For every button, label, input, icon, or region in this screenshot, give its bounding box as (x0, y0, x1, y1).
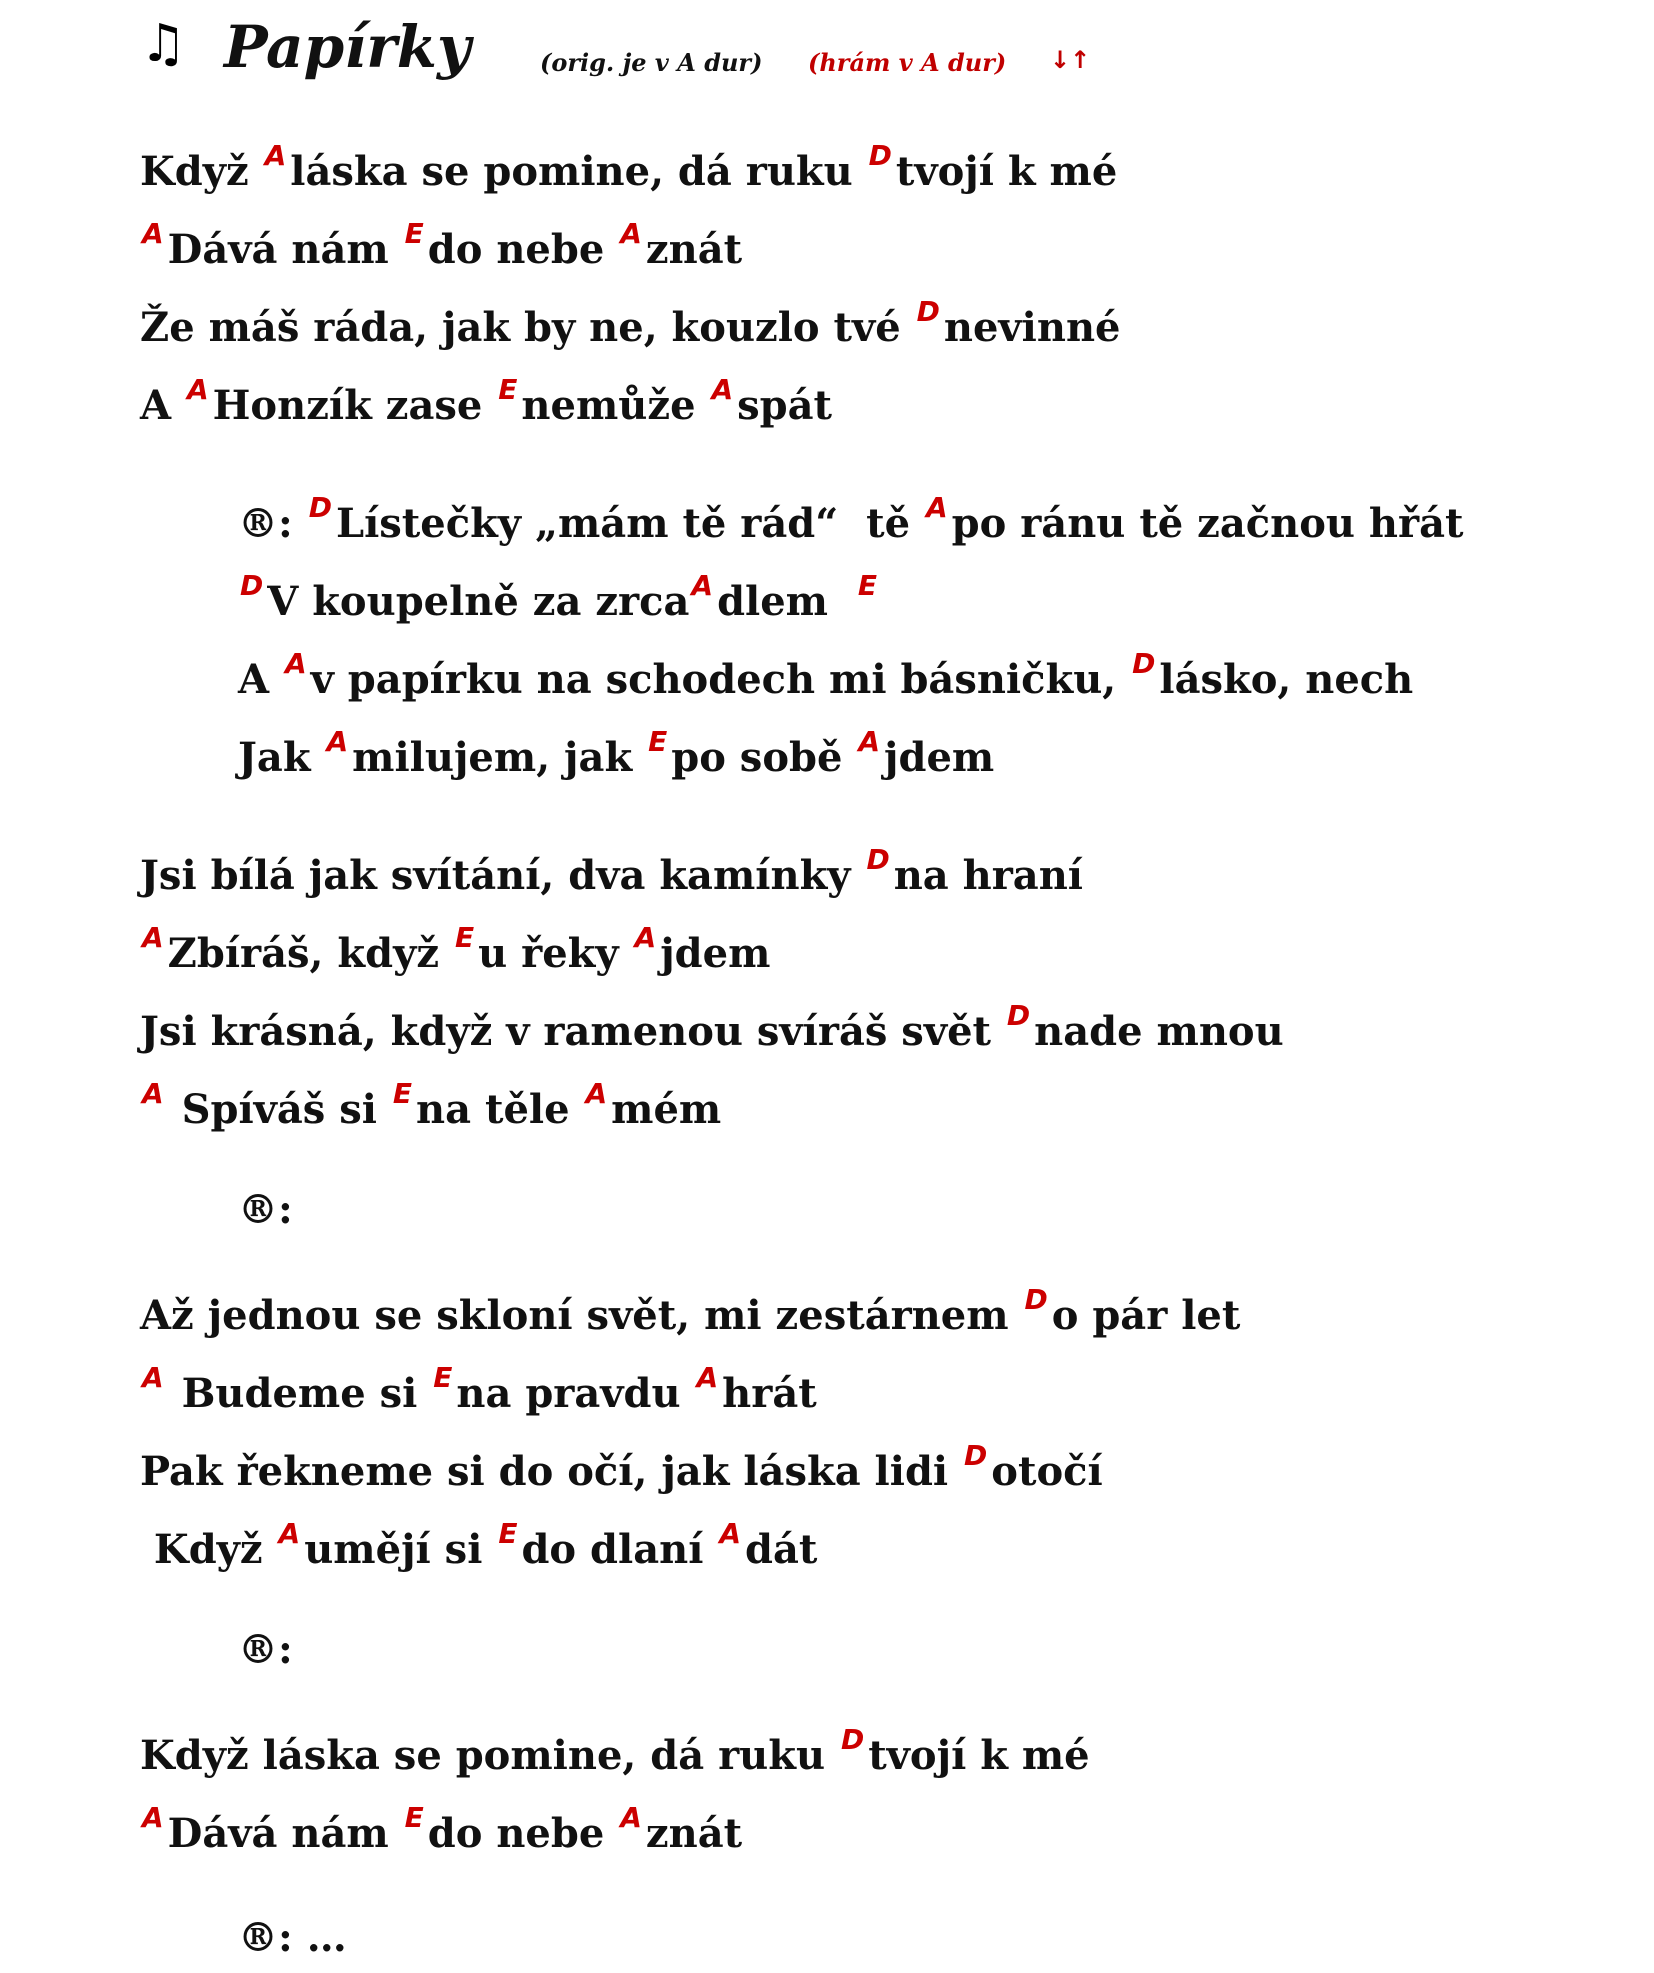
chord-E: E (648, 725, 668, 758)
lyric-text: Spíváš si (167, 1086, 391, 1133)
lyric-text: tvojí k mé (895, 148, 1118, 195)
lyric-text: znát (645, 1810, 743, 1857)
lyric-text: mém (611, 1086, 722, 1133)
chord-A: A (585, 1077, 608, 1110)
song-header (140, 12, 1540, 102)
lyric-text: umějí si (304, 1526, 497, 1573)
lyric-text: A (140, 382, 185, 429)
chord-D: D (964, 1439, 988, 1472)
chord-D: D (308, 491, 332, 524)
chord-A: A (691, 569, 714, 602)
lyric-line (238, 491, 1464, 547)
lyric-text: Až jednou se skloní svět, mi zestárnem (140, 1292, 1023, 1339)
lyric-text: Když láska se pomine, dá ruku (140, 1732, 839, 1779)
lyric-line (140, 843, 1083, 899)
lyric-text: ®: … (238, 1914, 347, 1961)
lyric-text: A (238, 656, 283, 703)
lyric-text: Že máš ráda, jak by ne, kouzlo tvé (140, 304, 915, 351)
lyric-text: milujem, jak (352, 734, 647, 781)
lyric-text: ®: (238, 1626, 293, 1673)
chord-A: A (620, 217, 642, 250)
chord-E: E (857, 569, 877, 602)
lyric-text: Když (140, 1526, 277, 1573)
chord-E: E (392, 1077, 413, 1110)
lyric-line (140, 999, 1284, 1055)
chord-D: D (866, 843, 890, 876)
lyric-line (140, 1077, 722, 1133)
lyric-text: dát (744, 1526, 818, 1573)
play-key-note: (hrám v A dur) (808, 48, 1007, 77)
lyric-line (238, 1914, 347, 1961)
lyric-text: V koupelně za zrca (267, 578, 690, 625)
lyric-line (140, 1723, 1090, 1779)
lyric-text: jdem (884, 734, 995, 781)
chord-E: E (433, 1361, 453, 1394)
chord-A: A (696, 1361, 719, 1394)
lyric-text: hrát (722, 1370, 817, 1417)
lyric-text: Jak (238, 734, 325, 781)
lyric-text: nade mnou (1034, 1008, 1284, 1055)
chord-A: A (278, 1517, 301, 1550)
lyric-text: v papírku na schodech mi básničku, (310, 656, 1131, 703)
lyric-text: do nebe (427, 226, 619, 273)
lyric-line (140, 921, 771, 977)
lyric-text: do dlaní (521, 1526, 718, 1573)
chord-D: D (240, 569, 264, 602)
lyric-text: u řeky (478, 930, 633, 977)
lyric-line (140, 139, 1118, 195)
lyric-text: Budeme si (167, 1370, 432, 1417)
lyric-text: otočí (991, 1448, 1103, 1495)
lyric-text: Dává nám (167, 1810, 403, 1857)
chord-E: E (454, 921, 475, 954)
chord-E: E (498, 1517, 518, 1550)
lyric-text: na těle (416, 1086, 584, 1133)
lyric-line (238, 1186, 293, 1233)
chord-A: A (634, 921, 657, 954)
chord-A: A (858, 725, 881, 758)
lyric-text: nevinné (943, 304, 1121, 351)
chord-E: E (498, 373, 518, 406)
chord-D: D (1006, 999, 1031, 1032)
chord-A: A (142, 217, 164, 250)
chord-E: E (404, 1801, 424, 1834)
lyric-text: ®: (238, 1186, 293, 1233)
lyric-text: Honzík zase (212, 382, 497, 429)
chord-A: A (719, 1517, 741, 1550)
lyric-line (140, 295, 1121, 351)
lyric-text: ®: (238, 500, 307, 547)
chord-A: A (620, 1801, 642, 1834)
lyric-line (140, 1361, 817, 1417)
lyric-text: znát (645, 226, 743, 273)
lyric-line (140, 217, 743, 273)
lyric-line (238, 1626, 293, 1673)
chord-D: D (840, 1723, 865, 1756)
chord-A: A (925, 491, 948, 524)
chord-D: D (1024, 1283, 1048, 1316)
lyric-line (140, 1801, 743, 1857)
lyric-text: nemůže (521, 382, 710, 429)
chord-A: A (326, 725, 349, 758)
transpose-arrows-icon[interactable]: ↓↑ (1050, 46, 1091, 74)
lyric-text: lásko, nech (1159, 656, 1414, 703)
chord-A: A (142, 1801, 164, 1834)
chord-A: A (264, 139, 287, 172)
chord-D: D (1132, 647, 1156, 680)
lyric-text: na pravdu (456, 1370, 695, 1417)
lyric-text: Když (140, 148, 263, 195)
lyric-text: dlem (717, 578, 856, 625)
lyric-line (238, 569, 881, 625)
chord-E: E (404, 217, 424, 250)
chord-A: A (142, 1077, 164, 1110)
chord-A: A (186, 373, 209, 406)
lyric-line (140, 1439, 1103, 1495)
lyric-text: po ránu tě začnou hřát (951, 500, 1464, 547)
lyric-text: po sobě (671, 734, 857, 781)
lyric-text: Dává nám (167, 226, 403, 273)
lyric-text: Jsi krásná, když v ramenou svíráš svět (140, 1008, 1005, 1055)
lyric-line (238, 647, 1414, 703)
lyric-text: láska se pomine, dá ruku (290, 148, 867, 195)
lyric-text: o pár let (1051, 1292, 1241, 1339)
song-title: Papírky (224, 13, 471, 81)
lyric-line (140, 373, 833, 429)
chord-A: A (142, 1361, 164, 1394)
lyric-text: na hraní (893, 852, 1083, 899)
lyric-line (140, 1283, 1241, 1339)
chord-D: D (868, 139, 892, 172)
lyric-text: spát (737, 382, 833, 429)
lyric-text: Zbíráš, když (167, 930, 453, 977)
lyric-text: Lístečky „mám tě rád“ tě (335, 500, 924, 547)
original-key-note: (orig. je v A dur) (540, 48, 763, 77)
lyric-text: Jsi bílá jak svítání, dva kamínky (140, 852, 865, 899)
chord-A: A (711, 373, 734, 406)
lyric-text: Pak řekneme si do očí, jak láska lidi (140, 1448, 963, 1495)
lyric-text: do nebe (427, 1810, 619, 1857)
lyric-text: tvojí k mé (868, 1732, 1090, 1779)
lyric-text: jdem (660, 930, 771, 977)
chord-A: A (142, 921, 164, 954)
lyric-line (238, 725, 995, 781)
chord-A: A (284, 647, 307, 680)
chord-D: D (916, 295, 940, 328)
music-note-icon: ♫ (140, 14, 187, 74)
lyric-line (140, 1517, 818, 1573)
